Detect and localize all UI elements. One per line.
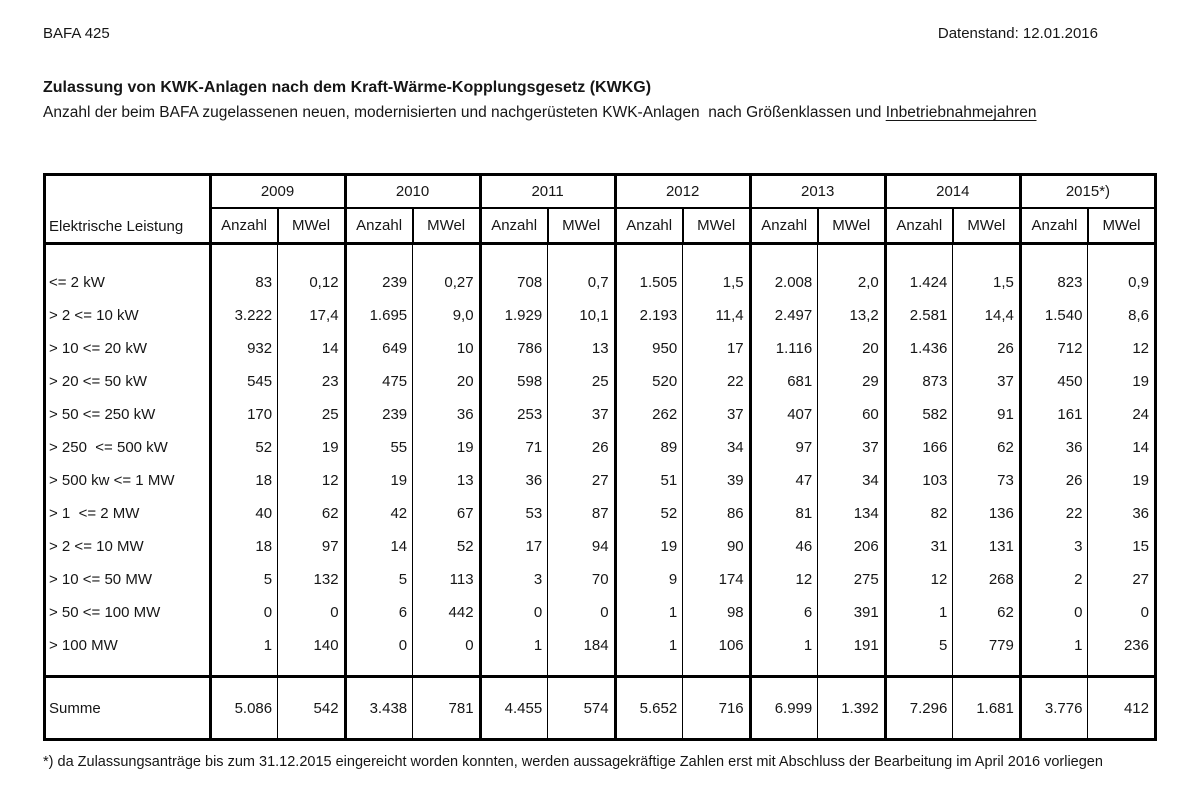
anzahl-value: 823 — [1020, 266, 1088, 299]
year-header-2010: 2010 — [345, 175, 480, 208]
mwel-value: 781 — [413, 677, 480, 740]
anzahl-value: 47 — [750, 464, 818, 497]
size-class-label: > 500 kw <= 1 MW — [49, 471, 175, 489]
mwel-value: 37 — [818, 431, 886, 464]
table-row — [45, 299, 1156, 332]
mwel-value: 86 — [683, 497, 750, 530]
mwel-value: 23 — [278, 365, 345, 398]
spacer-cell — [750, 244, 818, 266]
mwel-value: 15 — [1088, 530, 1156, 563]
mwel-value: 268 — [953, 563, 1021, 596]
anzahl-value: 82 — [885, 497, 953, 530]
spacer-row — [45, 244, 1156, 266]
mwel-value: 140 — [278, 629, 345, 662]
anzahl-value: 582 — [885, 398, 953, 431]
anzahl-value: 520 — [615, 365, 683, 398]
mwel-value: 716 — [683, 677, 750, 740]
anzahl-value: 97 — [750, 431, 818, 464]
anzahl-value: 17 — [480, 530, 548, 563]
spacer-cell — [413, 244, 480, 266]
anzahl-value: 262 — [615, 398, 683, 431]
anzahl-value: 1 — [1020, 629, 1088, 662]
mwel-value: 412 — [1088, 677, 1156, 740]
mwel-value: 0,12 — [278, 266, 345, 299]
anzahl-value: 3 — [1020, 530, 1088, 563]
mwel-value: 25 — [548, 365, 615, 398]
spacer-label-cell — [45, 662, 211, 677]
year-header-2009: 2009 — [210, 175, 345, 208]
mwel-value: 13 — [413, 464, 480, 497]
size-class-label: > 100 MW — [49, 636, 118, 654]
mwel-value: 90 — [683, 530, 750, 563]
anzahl-value: 0 — [210, 596, 278, 629]
anzahl-value: 9 — [615, 563, 683, 596]
mwel-value: 542 — [278, 677, 345, 740]
spacer-cell — [413, 662, 480, 677]
mwel-value: 12 — [1088, 332, 1156, 365]
mwel-value: 26 — [953, 332, 1021, 365]
mwel-value: 29 — [818, 365, 886, 398]
anzahl-value: 239 — [345, 266, 413, 299]
mwel-value: 0,27 — [413, 266, 480, 299]
size-class-label: > 50 <= 250 kW — [49, 405, 156, 423]
anzahl-value: 450 — [1020, 365, 1088, 398]
data-status: Datenstand: 12.01.2016 — [937, 25, 1098, 42]
anzahl-value: 786 — [480, 332, 548, 365]
anzahl-value: 873 — [885, 365, 953, 398]
anzahl-value: 598 — [480, 365, 548, 398]
spacer-cell — [548, 244, 615, 266]
anzahl-value: 1.116 — [750, 332, 818, 365]
anzahl-value: 932 — [210, 332, 278, 365]
anzahl-value: 5.086 — [210, 677, 278, 740]
document-header — [43, 25, 1157, 42]
anzahl-value: 3.222 — [210, 299, 278, 332]
anzahl-value: 19 — [615, 530, 683, 563]
mwel-value: 2,0 — [818, 266, 886, 299]
anzahl-value: 950 — [615, 332, 683, 365]
subheader-mwel: MWel — [1088, 208, 1156, 244]
size-class-label: <= 2 kW — [49, 273, 105, 291]
mwel-value: 17 — [683, 332, 750, 365]
kwk-approvals-table — [43, 173, 1157, 741]
anzahl-value: 161 — [1020, 398, 1088, 431]
mwel-value: 184 — [548, 629, 615, 662]
anzahl-value: 1.540 — [1020, 299, 1088, 332]
subtitle-text: Anzahl der beim BAFA zugelassenen neuen, modernisierten und nachgerüsteten KWK-Anlagen nach Größenklassen und — [43, 104, 886, 121]
spacer-cell — [683, 244, 750, 266]
mwel-value: 27 — [548, 464, 615, 497]
anzahl-value: 52 — [615, 497, 683, 530]
anzahl-value: 1 — [885, 596, 953, 629]
mwel-value: 13,2 — [818, 299, 886, 332]
anzahl-value: 14 — [345, 530, 413, 563]
spacer-cell — [1020, 244, 1088, 266]
mwel-value: 779 — [953, 629, 1021, 662]
spacer-cell — [278, 244, 345, 266]
anzahl-value: 170 — [210, 398, 278, 431]
spacer-cell — [818, 244, 886, 266]
mwel-value: 132 — [278, 563, 345, 596]
mwel-value: 442 — [413, 596, 480, 629]
subheader-anzahl: Anzahl — [885, 208, 953, 244]
anzahl-value: 545 — [210, 365, 278, 398]
mwel-value: 36 — [413, 398, 480, 431]
size-class-label: > 2 <= 10 MW — [49, 537, 144, 555]
subheader-mwel: MWel — [818, 208, 886, 244]
anzahl-value: 51 — [615, 464, 683, 497]
spacer-cell — [480, 244, 548, 266]
table-row — [45, 563, 1156, 596]
mwel-value: 19 — [278, 431, 345, 464]
anzahl-value: 71 — [480, 431, 548, 464]
anzahl-value: 1 — [615, 596, 683, 629]
mwel-value: 20 — [413, 365, 480, 398]
anzahl-value: 19 — [345, 464, 413, 497]
anzahl-value: 40 — [210, 497, 278, 530]
anzahl-value: 3.776 — [1020, 677, 1088, 740]
anzahl-value: 1.695 — [345, 299, 413, 332]
size-class-label: > 20 <= 50 kW — [49, 372, 147, 390]
mwel-value: 1.392 — [818, 677, 886, 740]
subtitle-underlined-term: Inbetriebnahmejahren — [885, 104, 1037, 121]
anzahl-value: 55 — [345, 431, 413, 464]
anzahl-value: 89 — [615, 431, 683, 464]
mwel-value: 70 — [548, 563, 615, 596]
anzahl-value: 1 — [210, 629, 278, 662]
mwel-value: 13 — [548, 332, 615, 365]
anzahl-value: 5 — [345, 563, 413, 596]
spacer-cell — [1020, 662, 1088, 677]
mwel-value: 27 — [1088, 563, 1156, 596]
spacer-cell — [1088, 662, 1156, 677]
mwel-value: 60 — [818, 398, 886, 431]
spacer-cell — [615, 244, 683, 266]
mwel-value: 1,5 — [953, 266, 1021, 299]
table-body — [45, 244, 1156, 740]
mwel-value: 19 — [1088, 464, 1156, 497]
anzahl-value: 18 — [210, 530, 278, 563]
anzahl-value: 6 — [345, 596, 413, 629]
mwel-value: 17,4 — [278, 299, 345, 332]
anzahl-value: 166 — [885, 431, 953, 464]
anzahl-value: 407 — [750, 398, 818, 431]
table-row — [45, 332, 1156, 365]
spacer-cell — [210, 662, 278, 677]
year-header-2011: 2011 — [480, 175, 615, 208]
mwel-value: 136 — [953, 497, 1021, 530]
subheader-mwel: MWel — [413, 208, 480, 244]
mwel-value: 191 — [818, 629, 886, 662]
mwel-value: 10 — [413, 332, 480, 365]
anzahl-value: 2.008 — [750, 266, 818, 299]
subheader-mwel: MWel — [548, 208, 615, 244]
mwel-value: 1.681 — [953, 677, 1021, 740]
spacer-cell — [818, 662, 886, 677]
spacer-cell — [480, 662, 548, 677]
mwel-value: 10,1 — [548, 299, 615, 332]
mwel-value: 0,9 — [1088, 266, 1156, 299]
anzahl-value: 53 — [480, 497, 548, 530]
subheader-anzahl: Anzahl — [210, 208, 278, 244]
anzahl-value: 5.652 — [615, 677, 683, 740]
anzahl-value: 0 — [345, 629, 413, 662]
anzahl-value: 0 — [1020, 596, 1088, 629]
mwel-value: 106 — [683, 629, 750, 662]
table-row — [45, 431, 1156, 464]
mwel-value: 14,4 — [953, 299, 1021, 332]
mwel-value: 62 — [953, 431, 1021, 464]
doc-id: BAFA 425 — [43, 25, 110, 42]
table-row — [45, 596, 1156, 629]
subheader-anzahl: Anzahl — [615, 208, 683, 244]
anzahl-value: 2.497 — [750, 299, 818, 332]
mwel-value: 37 — [683, 398, 750, 431]
size-class-label: > 50 <= 100 MW — [49, 603, 161, 621]
anzahl-value: 1.929 — [480, 299, 548, 332]
anzahl-value: 2.581 — [885, 299, 953, 332]
spacer-row — [45, 662, 1156, 677]
year-header-2014: 2014 — [885, 175, 1020, 208]
anzahl-value: 3 — [480, 563, 548, 596]
table-row — [45, 266, 1156, 299]
mwel-value: 25 — [278, 398, 345, 431]
table-row — [45, 398, 1156, 431]
anzahl-value: 7.296 — [885, 677, 953, 740]
anzahl-value: 5 — [210, 563, 278, 596]
anzahl-value: 681 — [750, 365, 818, 398]
mwel-value: 94 — [548, 530, 615, 563]
mwel-value: 0,7 — [548, 266, 615, 299]
mwel-value: 0 — [413, 629, 480, 662]
anzahl-value: 1 — [750, 629, 818, 662]
mwel-value: 34 — [818, 464, 886, 497]
spacer-cell — [953, 244, 1021, 266]
anzahl-value: 1 — [480, 629, 548, 662]
anzahl-value: 1 — [615, 629, 683, 662]
anzahl-value: 46 — [750, 530, 818, 563]
mwel-value: 37 — [953, 365, 1021, 398]
subheader-anzahl: Anzahl — [345, 208, 413, 244]
mwel-value: 52 — [413, 530, 480, 563]
mwel-value: 36 — [1088, 497, 1156, 530]
mwel-value: 14 — [278, 332, 345, 365]
anzahl-value: 5 — [885, 629, 953, 662]
spacer-cell — [345, 662, 413, 677]
mwel-value: 574 — [548, 677, 615, 740]
anzahl-value: 6 — [750, 596, 818, 629]
subheader-mwel: MWel — [953, 208, 1021, 244]
subheader-mwel: MWel — [683, 208, 750, 244]
size-class-label: > 10 <= 20 kW — [49, 339, 147, 357]
mwel-value: 113 — [413, 563, 480, 596]
mwel-value: 73 — [953, 464, 1021, 497]
spacer-cell — [953, 662, 1021, 677]
mwel-value: 1,5 — [683, 266, 750, 299]
anzahl-value: 22 — [1020, 497, 1088, 530]
anzahl-value: 18 — [210, 464, 278, 497]
table-row — [45, 497, 1156, 530]
mwel-value: 236 — [1088, 629, 1156, 662]
size-class-label: > 10 <= 50 MW — [49, 570, 152, 588]
spacer-label-cell — [45, 244, 211, 266]
spacer-cell — [683, 662, 750, 677]
mwel-value: 24 — [1088, 398, 1156, 431]
year-header-2012: 2012 — [615, 175, 750, 208]
page-subtitle — [43, 104, 1157, 122]
anzahl-value: 708 — [480, 266, 548, 299]
mwel-value: 26 — [548, 431, 615, 464]
mwel-value: 19 — [1088, 365, 1156, 398]
anzahl-value: 1.424 — [885, 266, 953, 299]
mwel-value: 98 — [683, 596, 750, 629]
mwel-value: 62 — [278, 497, 345, 530]
mwel-value: 275 — [818, 563, 886, 596]
table-row — [45, 629, 1156, 662]
size-class-label: Summe — [45, 677, 211, 740]
mwel-value: 174 — [683, 563, 750, 596]
mwel-value: 22 — [683, 365, 750, 398]
anzahl-value: 36 — [480, 464, 548, 497]
anzahl-value: 12 — [750, 563, 818, 596]
size-class-label: > 2 <= 10 kW — [49, 306, 139, 324]
spacer-cell — [548, 662, 615, 677]
mwel-value: 37 — [548, 398, 615, 431]
table-row — [45, 464, 1156, 497]
mwel-value: 19 — [413, 431, 480, 464]
subheader-anzahl: Anzahl — [480, 208, 548, 244]
year-header-2013: 2013 — [750, 175, 885, 208]
mwel-value: 14 — [1088, 431, 1156, 464]
anzahl-value: 4.455 — [480, 677, 548, 740]
mwel-value: 8,6 — [1088, 299, 1156, 332]
mwel-value: 0 — [278, 596, 345, 629]
anzahl-value: 712 — [1020, 332, 1088, 365]
size-class-label: > 1 <= 2 MW — [49, 504, 140, 522]
mwel-value: 67 — [413, 497, 480, 530]
anzahl-value: 12 — [885, 563, 953, 596]
spacer-cell — [750, 662, 818, 677]
mwel-value: 206 — [818, 530, 886, 563]
spacer-cell — [345, 244, 413, 266]
anzahl-value: 253 — [480, 398, 548, 431]
subheader-row — [45, 208, 1156, 244]
anzahl-value: 2.193 — [615, 299, 683, 332]
mwel-value: 9,0 — [413, 299, 480, 332]
mwel-value: 91 — [953, 398, 1021, 431]
anzahl-value: 103 — [885, 464, 953, 497]
anzahl-value: 81 — [750, 497, 818, 530]
row-header-cell: Elektrische Leistung — [45, 175, 211, 244]
anzahl-value: 52 — [210, 431, 278, 464]
mwel-value: 0 — [1088, 596, 1156, 629]
sum-row — [45, 677, 1156, 740]
anzahl-value: 31 — [885, 530, 953, 563]
anzahl-value: 36 — [1020, 431, 1088, 464]
spacer-cell — [615, 662, 683, 677]
anzahl-value: 6.999 — [750, 677, 818, 740]
mwel-value: 131 — [953, 530, 1021, 563]
mwel-value: 34 — [683, 431, 750, 464]
footnote: *) da Zulassungsanträge bis zum 31.12.2015 eingereicht worden konnten, werden aussagekräftige Zahlen erst mit Abschluss der Bearbeitung im April 2016 vorliegen — [43, 754, 1103, 770]
spacer-cell — [885, 662, 953, 677]
spacer-cell — [278, 662, 345, 677]
subheader-mwel: MWel — [278, 208, 345, 244]
size-class-label: > 250 <= 500 kW — [49, 438, 168, 456]
anzahl-value: 83 — [210, 266, 278, 299]
mwel-value: 39 — [683, 464, 750, 497]
mwel-value: 134 — [818, 497, 886, 530]
spacer-cell — [885, 244, 953, 266]
mwel-value: 87 — [548, 497, 615, 530]
anzahl-value: 3.438 — [345, 677, 413, 740]
year-header-row — [45, 175, 1156, 208]
mwel-value: 12 — [278, 464, 345, 497]
anzahl-value: 42 — [345, 497, 413, 530]
anzahl-value: 649 — [345, 332, 413, 365]
mwel-value: 97 — [278, 530, 345, 563]
page-title: Zulassung von KWK-Anlagen nach dem Kraft-Wärme-Kopplungsgesetz (KWKG) — [43, 79, 652, 96]
anzahl-value: 26 — [1020, 464, 1088, 497]
subheader-anzahl: Anzahl — [750, 208, 818, 244]
subheader-anzahl: Anzahl — [1020, 208, 1088, 244]
mwel-value: 391 — [818, 596, 886, 629]
anzahl-value: 475 — [345, 365, 413, 398]
year-header-2015: 2015*) — [1020, 175, 1155, 208]
mwel-value: 11,4 — [683, 299, 750, 332]
anzahl-value: 239 — [345, 398, 413, 431]
anzahl-value: 1.436 — [885, 332, 953, 365]
anzahl-value: 2 — [1020, 563, 1088, 596]
mwel-value: 20 — [818, 332, 886, 365]
spacer-cell — [1088, 244, 1156, 266]
table-head — [45, 175, 1156, 244]
anzahl-value: 1.505 — [615, 266, 683, 299]
table-row — [45, 530, 1156, 563]
mwel-value: 0 — [548, 596, 615, 629]
mwel-value: 62 — [953, 596, 1021, 629]
spacer-cell — [210, 244, 278, 266]
table-row — [45, 365, 1156, 398]
anzahl-value: 0 — [480, 596, 548, 629]
